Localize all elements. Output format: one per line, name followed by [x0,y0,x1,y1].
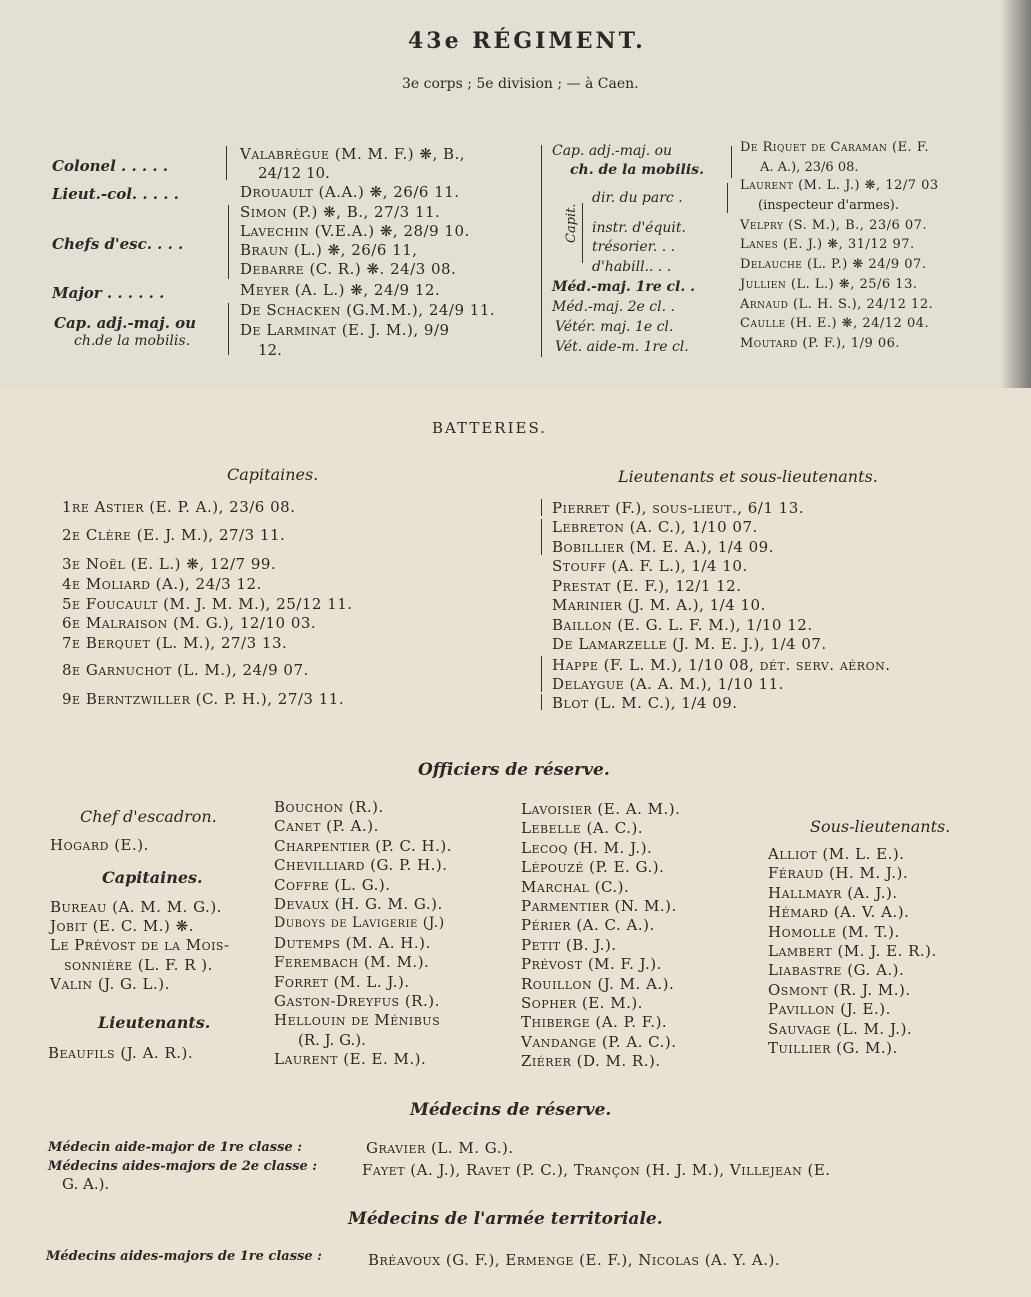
staff-line: Velpry (S. M.), B., 23/6 07. [740,218,928,233]
staff-label: ch.de la mobilis. [74,333,191,349]
list-item: Le Prévost de la Mois- [50,936,230,954]
list-item: Tuillier (G. M.). [768,1039,898,1058]
capitaines-header: Capitaines. [227,465,319,484]
list-item: Prévost (M. F. J.). [521,955,662,974]
list-item: Ziérer (D. M. R.). [521,1052,661,1071]
list-item: Pierret (F.), sous-lieut., 6/1 13. [552,499,805,517]
list-item: Lebelle (A. C.). [521,819,644,838]
staff-line: (inspecteur d'armes). [758,198,899,213]
med-territoriale-heading: Médecins de l'armée territoriale. [348,1209,663,1229]
list-item: Canet (P. A.). [274,817,379,836]
staff-line: Meyer (A. L.) ❋, 24/9 12. [240,281,441,299]
list-item: 1re Astier (E. P. A.), 23/6 08. [62,498,296,516]
list-item: (R. J. G.). [298,1030,366,1049]
staff-line: Debarre (C. R.) ❋. 24/3 08. [240,260,457,278]
brace [541,694,542,710]
staff-label: Major . . . . . . [52,284,165,302]
list-item: 2e Clère (E. J. M.), 27/3 11. [62,526,286,544]
staff-line: A. A.), 23/6 08. [760,160,859,175]
list-item: Thiberge (A. P. F.). [521,1013,668,1032]
list-item: Beaufils (J. A. R.). [48,1044,194,1062]
list-item: Valin (J. G. L.). [50,975,170,993]
list-item: Gaston-Dreyfus (R.). [274,992,440,1011]
page-edge-shadow [1000,0,1031,388]
brace [731,146,732,178]
list-item: Bureau (A. M. M. G.). [50,898,222,916]
list-item: Baillon (E. G. L. F. M.), 1/10 12. [552,616,813,634]
staff-label: instr. d'équit. [592,220,686,236]
list-item: Marchal (C.). [521,877,630,896]
page-title: 43e RÉGIMENT. [408,28,646,54]
capit-label: Capit. [564,203,579,243]
list-item: Blot (L. M. C.), 1/4 09. [552,694,738,712]
list-item: Ferembach (M. M.). [274,953,430,972]
list-item: Homolle (M. T.). [768,922,900,941]
batteries-heading: BATTERIES. [432,419,547,437]
reserve-col-4 [768,845,937,1058]
list-item: sonnière (L. F. R ). [64,956,213,974]
med-label: Médecins aides-majors de 2e classe : [48,1159,318,1174]
brace [541,499,542,516]
staff-line: 12. [258,341,282,359]
staff-label: Cap. adj.-maj. ou [54,314,197,332]
list-item: Devaux (H. G. M. G.). [274,895,443,914]
list-item: Vandange (P. A. C.). [521,1032,677,1051]
staff-line: Arnaud (L. H. S.), 24/12 12. [740,297,934,312]
list-item: Féraud (H. M. J.). [768,864,909,883]
staff-line: De Larminat (E. J. M.), 9/9 [240,321,450,339]
list-item: Marinier (J. M. A.), 1/4 10. [552,596,766,614]
med-reserve-heading: Médecins de réserve. [410,1100,612,1120]
med-names: Fayet (A. J.), Ravet (P. C.), Trançon (H. J. M.), Villejean (E. [362,1161,831,1179]
staff-line: Valabrègue (M. M. F.) ❋, B., [240,145,466,163]
list-item: Hogard (E.). [50,836,149,854]
list-item: Sauvage (L. M. J.). [768,1019,913,1038]
list-item: Alliot (M. L. E.). [768,845,905,863]
list-item: 6e Malraison (M. G.), 12/10 03. [62,614,317,632]
list-item: Lépouzé (P. E. G.). [521,858,665,877]
brace [582,203,583,263]
lieutenants-header: Lieutenants et sous-lieutenants. [618,467,878,486]
staff-label: Vét. aide-m. 1re cl. [555,339,689,355]
staff-line: Drouault (A.A.) ❋, 26/6 11. [240,183,460,201]
staff-label: d'habill.. . . [592,259,672,275]
list-item: Jobit (E. C. M.) ❋. [50,917,194,935]
reserve-col-2 [274,798,452,1070]
brace [226,146,227,180]
staff-line: Lanes (E. J.) ❋, 31/12 97. [740,237,915,252]
list-item: Hémard (A. V. A.). [768,903,910,922]
staff-label: Méd.-maj. 2e cl. . [552,299,675,315]
column-divider [541,145,542,357]
list-item: Lambert (M. J. E. R.). [768,942,937,961]
med-names: G. A.). [62,1175,110,1193]
staff-label: Cap. adj.-maj. ou [552,143,673,159]
list-item: Chevilliard (G. P. H.). [274,856,448,875]
staff-line: Caulle (H. E.) ❋, 24/12 04. [740,316,930,331]
staff-label: Chefs d'esc. . . . [52,235,184,253]
staff-label: Méd.-maj. 1re cl. . [552,279,695,295]
reserve-heading: Officiers de réserve. [418,760,610,780]
staff-label: ch. de la mobilis. [570,162,704,178]
list-item: Sopher (E. M.). [521,994,643,1013]
list-item: Périer (A. C. A.). [521,916,655,935]
med-names: Bréavoux (G. F.), Ermenge (E. F.), Nicolas (A. Y. A.). [368,1251,781,1269]
chef-header: Chef d'escadron. [80,807,217,826]
staff-line: Braun (L.) ❋, 26/6 11, [240,241,418,259]
list-item: 4e Moliard (A.), 24/3 12. [62,575,262,593]
list-item: Parmentier (N. M.). [521,897,677,916]
staff-label: trésorier. . . [592,239,676,255]
staff-label: Vétér. maj. 1e cl. [555,319,674,335]
staff-line: Delauche (L. P.) ❋ 24/9 07. [740,257,927,272]
list-item: Rouillon (J. M. A.). [521,974,675,993]
list-item: Forret (M. L. J.). [274,972,410,991]
brace [727,183,728,213]
list-item: Happe (F. L. M.), 1/10 08, dét. serv. aéron. [552,656,891,674]
staff-label: Colonel . . . . . [52,157,169,175]
list-item: 7e Berquet (L. M.), 27/3 13. [62,634,288,652]
staff-label: Lieut.-col. . . . . [52,185,179,203]
staff-line: Laurent (M. L. J.) ❋, 12/7 03 [740,178,939,193]
page-subtitle: 3e corps ; 5e division ; — à Caen. [402,76,639,92]
staff-line: Jullien (L. L.) ❋, 25/6 13. [740,277,918,292]
list-item: De Lamarzelle (J. M. E. J.), 1/4 07. [552,635,827,653]
list-item: Duboys de Lavigerie (J.) [274,915,445,932]
list-item: Pavillon (J. E.). [768,1000,891,1019]
list-item: Bouchon (R.). [274,798,384,816]
list-item: Hellouin de Ménibus [274,1011,441,1030]
list-item: Prestat (E. F.), 12/1 12. [552,577,742,595]
cap-header: Capitaines. [102,868,203,887]
list-item: Osmont (R. J. M.). [768,980,911,999]
list-item: Lecoq (H. M. J.). [521,838,653,857]
staff-line: Simon (P.) ❋, B., 27/3 11. [240,203,441,221]
list-item: Lavoisier (E. A. M.). [521,800,681,818]
list-item: Hallmayr (A. J.). [768,883,898,902]
staff-line: De Riquet de Caraman (E. F. [740,140,929,155]
list-item: Petit (B. J.). [521,935,617,954]
list-item: Bobillier (M. E. A.), 1/4 09. [552,538,774,556]
list-item: 3e Noël (E. L.) ❋, 12/7 99. [62,555,277,573]
reserve-col-3 [521,800,680,1072]
med-names: Gravier (L. M. G.). [366,1139,514,1157]
med-label: Médecin aide-major de 1re classe : [48,1140,302,1155]
sous-lt-header: Sous-lieutenants. [810,817,951,836]
brace [228,205,229,279]
list-item: Liabastre (G. A.). [768,961,905,980]
list-item: Dutemps (M. A. H.). [274,933,431,952]
list-item: Stouff (A. F. L.), 1/4 10. [552,557,748,575]
staff-line: Lavechin (V.E.A.) ❋, 28/9 10. [240,222,470,240]
list-item: Charpentier (P. C. H.). [274,836,453,855]
list-item: 5e Foucault (M. J. M. M.), 25/12 11. [62,595,353,613]
staff-label: dir. du parc . [592,190,683,206]
list-item: Laurent (E. E. M.). [274,1050,427,1069]
staff-line: 24/12 10. [258,164,330,182]
brace [541,519,542,555]
list-item: Coffre (L. G.). [274,875,391,894]
lt-header: Lieutenants. [98,1013,211,1032]
list-item: Lebreton (A. C.), 1/10 07. [552,518,758,536]
list-item: 8e Garnuchot (L. M.), 24/9 07. [62,661,309,679]
list-item: 9e Berntzwiller (C. P. H.), 27/3 11. [62,690,345,708]
staff-line: De Schacken (G.M.M.), 24/9 11. [240,301,496,319]
staff-line: Moutard (P. F.), 1/9 06. [740,336,901,351]
med-label: Médecins aides-majors de 1re classe : [46,1249,322,1264]
brace [228,303,229,355]
list-item: Delaygue (A. A. M.), 1/10 11. [552,675,784,693]
brace [541,656,542,692]
